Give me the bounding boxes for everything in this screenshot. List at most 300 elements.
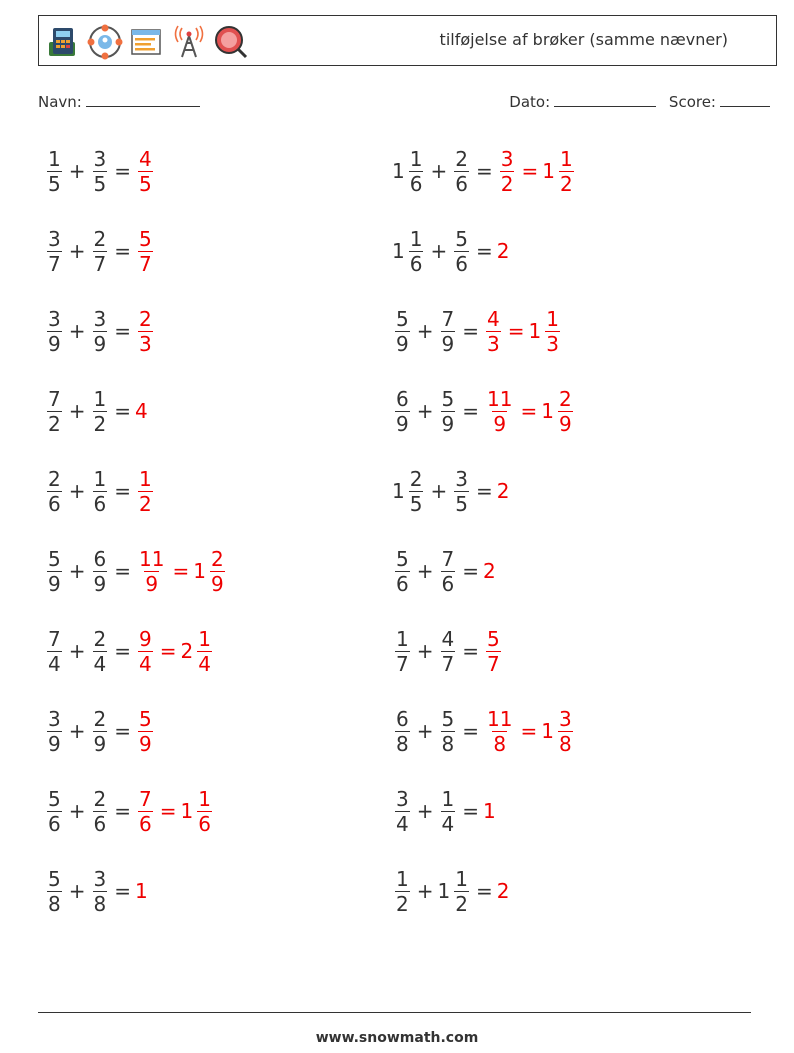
mixed-number [135,879,149,903]
answer [497,239,511,263]
mixed-number [90,786,111,836]
fraction [47,386,62,436]
equals-sign: = [462,719,479,743]
numerator: 7 [48,386,61,411]
denominator: 2 [559,171,573,196]
denominator: 5 [93,171,107,196]
mixed-number [392,146,426,196]
problem-item [392,141,577,201]
mixed-number [483,626,504,676]
mixed-number [135,306,156,356]
numerator: 2 [93,626,107,651]
answer [483,626,504,676]
denominator: 6 [48,491,61,516]
denominator: 8 [558,731,572,756]
fraction [454,146,469,196]
numerator: 3 [396,786,409,811]
fraction [486,706,513,756]
whole-part: 1 [528,319,542,343]
mixed-number [392,306,413,356]
fraction [486,626,501,676]
whole-part: 1 [180,799,194,823]
mixed-number [180,626,215,676]
denominator: 4 [48,651,61,676]
numerator: 1 [139,466,152,491]
plus-sign: + [68,319,86,343]
denominator: 5 [48,171,61,196]
mixed-number [392,546,413,596]
equals-sign: = [114,239,131,263]
fraction [47,226,62,276]
fraction [395,866,410,916]
fraction [138,306,153,356]
fraction [138,466,153,516]
plus-sign: + [416,879,434,903]
plus-sign: + [416,559,434,583]
denominator: 2 [48,411,61,436]
denominator: 2 [139,491,152,516]
equals-sign: = [521,159,539,183]
numerator: 9 [139,626,152,651]
denominator: 7 [93,251,107,276]
denominator: 7 [48,251,61,276]
numerator: 11 [487,706,513,731]
numerator: 1 [93,386,107,411]
numerator: 3 [48,306,61,331]
fraction [409,226,424,276]
fraction [454,226,469,276]
plus-sign: + [430,479,448,503]
equals-sign: = [462,559,479,583]
fraction [395,386,410,436]
answer [497,146,577,196]
numerator: 5 [441,706,455,731]
equals-sign: = [114,879,131,903]
fraction [93,306,108,356]
name-blank[interactable] [86,92,200,107]
equals-sign: = [520,719,538,743]
denominator: 5 [455,491,468,516]
denominator: 8 [441,731,455,756]
mixed-number [44,146,65,196]
mixed-number [44,386,65,436]
document-icon [129,24,165,60]
name-label: Navn: [38,93,82,111]
equals-sign: = [475,159,493,183]
fraction [93,546,108,596]
fraction [197,786,212,836]
mixed-number [90,866,111,916]
plus-sign: + [68,879,86,903]
fraction [441,306,456,356]
search-badge-icon [213,24,249,60]
mixed-number [90,546,111,596]
equals-sign: = [159,639,177,663]
problem-item [44,301,156,361]
denominator: 9 [210,571,224,596]
denominator: 5 [139,171,152,196]
fraction [47,786,62,836]
whole-part: 2 [496,479,510,503]
mixed-number [483,799,497,823]
fraction [138,546,165,596]
numerator: 2 [48,466,61,491]
people-network-icon [87,24,123,60]
numerator: 1 [396,866,409,891]
problem-item [44,781,215,841]
mixed-number [528,306,563,356]
problem-item [392,781,497,841]
problem-item [392,861,510,921]
answer [483,706,576,756]
equals-sign: = [114,719,131,743]
date-blank[interactable] [554,92,656,107]
mixed-number [497,239,511,263]
mixed-number [44,626,65,676]
numerator: 5 [48,786,61,811]
numerator: 1 [546,306,559,331]
mixed-number [438,386,459,436]
mixed-number [135,706,156,756]
numerator: 4 [441,626,455,651]
mixed-number [438,706,459,756]
mixed-number [90,626,111,676]
fraction [486,306,501,356]
mixed-number [392,226,426,276]
mixed-number [438,546,459,596]
problem-item [392,541,497,601]
equals-sign: = [172,559,190,583]
numerator: 5 [139,226,152,251]
numerator: 1 [409,226,423,251]
mixed-number [44,546,65,596]
numerator: 3 [48,226,61,251]
denominator: 9 [48,571,61,596]
mixed-number [438,786,459,836]
whole-part: 4 [135,399,148,423]
equals-sign: = [114,799,131,823]
worksheet-title: tilføjelse af brøker (samme nævner) [439,30,728,49]
denominator: 2 [93,411,107,436]
denominator: 6 [93,811,107,836]
problem-item [44,381,149,441]
name-field [38,92,200,111]
mixed-number [483,386,516,436]
numerator: 3 [93,866,107,891]
numerator: 7 [48,626,61,651]
mixed-number [542,146,576,196]
denominator: 4 [93,651,107,676]
numerator: 7 [139,786,152,811]
numerator: 4 [139,146,152,171]
numerator: 5 [441,386,455,411]
mixed-number [180,786,215,836]
header-icons [45,22,249,62]
denominator: 3 [487,331,500,356]
answer [135,626,215,676]
denominator: 4 [441,811,455,836]
mixed-number [135,786,156,836]
fraction [409,146,424,196]
fraction [138,706,153,756]
numerator: 5 [396,546,409,571]
fraction [558,386,573,436]
plus-sign: + [68,719,86,743]
mixed-number [541,386,575,436]
denominator: 4 [396,811,409,836]
numerator: 6 [93,546,107,571]
denominator: 7 [487,651,500,676]
mixed-number [392,866,413,916]
numerator: 2 [93,706,107,731]
equals-sign: = [114,479,131,503]
mixed-number [90,466,111,516]
answer [483,386,576,436]
score-label: Score: [668,93,716,111]
mixed-number [90,706,111,756]
fraction [93,386,108,436]
mixed-number [497,146,518,196]
mixed-number [392,786,413,836]
equals-sign: = [520,399,538,423]
numerator: 3 [93,146,107,171]
plus-sign: + [430,239,448,263]
denominator: 6 [198,811,211,836]
plus-sign: + [416,319,434,343]
whole-part: 1 [483,799,496,823]
denominator: 9 [558,411,572,436]
denominator: 9 [441,331,455,356]
numerator: 6 [396,706,409,731]
date-label: Dato: [509,93,551,111]
denominator: 9 [93,331,107,356]
fraction [138,626,153,676]
numerator: 7 [441,546,455,571]
denominator: 8 [396,731,409,756]
mixed-number [483,306,504,356]
problem-item [44,221,156,281]
problem-item [392,701,576,761]
fraction [47,306,62,356]
problem-item [44,701,156,761]
plus-sign: + [68,639,86,663]
problem-item [44,861,149,921]
problem-item [44,461,156,521]
fraction [210,546,225,596]
fraction [441,546,456,596]
answer [483,306,563,356]
fraction [47,706,62,756]
numerator: 2 [210,546,224,571]
denominator: 2 [500,171,514,196]
fraction [441,386,456,436]
fraction [500,146,515,196]
numerator: 5 [48,866,61,891]
fraction [93,146,108,196]
mixed-number [193,546,227,596]
denominator: 2 [455,891,468,916]
denominator: 9 [145,571,159,596]
fraction [93,786,108,836]
fraction [138,786,153,836]
numerator: 1 [455,866,468,891]
fraction [47,546,62,596]
plus-sign: + [416,719,434,743]
numerator: 1 [198,626,211,651]
fraction [138,146,153,196]
whole-part: 1 [437,879,451,903]
plus-sign: + [416,799,434,823]
numerator: 1 [441,786,455,811]
fraction [545,306,560,356]
equals-sign: = [462,319,479,343]
score-blank[interactable] [720,92,770,107]
denominator: 4 [139,651,152,676]
fraction [558,706,573,756]
numerator: 11 [487,386,513,411]
plus-sign: + [68,559,86,583]
problem-item [392,301,563,361]
plus-sign: + [416,639,434,663]
denominator: 7 [441,651,455,676]
denominator: 9 [48,331,61,356]
plus-sign: + [68,399,86,423]
numerator: 2 [139,306,152,331]
answer [135,879,149,903]
fraction [454,466,469,516]
fraction [93,466,108,516]
numerator: 2 [409,466,423,491]
plus-sign: + [68,799,86,823]
denominator: 7 [139,251,152,276]
mixed-number [135,546,168,596]
problem-item [44,621,215,681]
denominator: 7 [396,651,409,676]
fraction [47,146,62,196]
equals-sign: = [114,399,131,423]
mixed-number [90,146,111,196]
equals-sign: = [462,399,479,423]
whole-part: 1 [193,559,206,583]
equals-sign: = [159,799,177,823]
whole-part: 1 [542,159,555,183]
denominator: 9 [441,411,455,436]
fraction [47,626,62,676]
mixed-number [90,306,111,356]
footer-divider [38,1012,751,1013]
denominator: 2 [396,891,409,916]
mixed-number [438,306,459,356]
denominator: 8 [48,891,61,916]
denominator: 5 [409,491,423,516]
numerator: 2 [455,146,468,171]
fraction [197,626,212,676]
whole-part: 2 [180,639,194,663]
whole-part: 1 [392,159,405,183]
mixed-number [135,399,149,423]
problem-item [392,461,510,521]
mixed-number [392,706,413,756]
answer [135,706,156,756]
denominator: 8 [493,731,507,756]
numerator: 2 [93,786,107,811]
plus-sign: + [68,159,86,183]
whole-part: 2 [483,559,496,583]
denominator: 6 [139,811,152,836]
fraction [138,226,153,276]
fraction [93,226,108,276]
equals-sign: = [475,239,493,263]
answer [497,479,511,503]
answer [483,559,497,583]
numerator: 7 [441,306,455,331]
whole-part: 2 [496,879,510,903]
mixed-number [438,626,459,676]
whole-part: 1 [392,479,405,503]
numerator: 3 [455,466,468,491]
mixed-number [437,866,472,916]
denominator: 6 [396,571,409,596]
mixed-number [392,626,413,676]
equals-sign: = [475,479,493,503]
mixed-number [497,479,511,503]
denominator: 9 [139,731,152,756]
mixed-number [483,706,516,756]
mixed-number [451,466,472,516]
numerator: 2 [558,386,572,411]
denominator: 4 [198,651,211,676]
denominator: 9 [93,571,107,596]
fraction [441,626,456,676]
equals-sign: = [507,319,525,343]
denominator: 6 [441,571,455,596]
numerator: 5 [48,546,61,571]
denominator: 3 [139,331,152,356]
fraction [395,306,410,356]
fraction [454,866,469,916]
fraction [559,146,574,196]
mixed-number [497,879,511,903]
whole-part: 2 [496,239,510,263]
denominator: 6 [48,811,61,836]
plus-sign: + [68,479,86,503]
mixed-number [44,786,65,836]
numerator: 1 [198,786,211,811]
numerator: 1 [409,146,423,171]
whole-part: 1 [541,719,554,743]
numerator: 1 [559,146,573,171]
equals-sign: = [475,879,493,903]
mixed-number [44,866,65,916]
equals-sign: = [114,159,131,183]
mixed-number [483,559,497,583]
equals-sign: = [114,319,131,343]
numerator: 5 [487,626,500,651]
equals-sign: = [114,559,131,583]
denominator: 9 [396,411,409,436]
answer [135,146,156,196]
denominator: 8 [93,891,107,916]
fraction [93,866,108,916]
mixed-number [44,306,65,356]
whole-part: 1 [392,239,405,263]
numerator: 5 [396,306,409,331]
whole-part: 1 [135,879,148,903]
numerator: 3 [93,306,107,331]
numerator: 6 [396,386,409,411]
denominator: 9 [48,731,61,756]
plus-sign: + [416,399,434,423]
